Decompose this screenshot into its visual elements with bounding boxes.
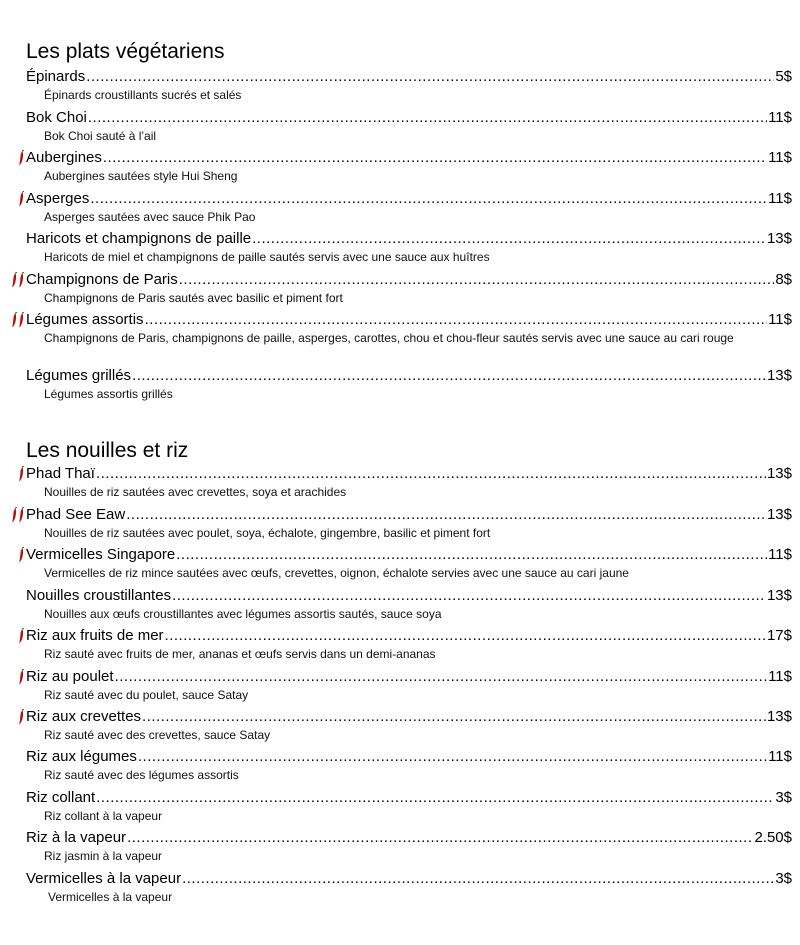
chili-pepper-icon bbox=[18, 547, 25, 563]
menu-item-price: 13$ bbox=[766, 587, 792, 604]
menu-item-line bbox=[26, 505, 792, 525]
dot-leader bbox=[88, 108, 767, 128]
menu-item-line bbox=[26, 108, 792, 128]
spicy-indicator bbox=[11, 312, 25, 330]
dot-leader bbox=[96, 464, 766, 484]
dot-leader bbox=[165, 626, 766, 646]
menu-item-name: Asperges bbox=[26, 190, 90, 207]
dot-leader bbox=[172, 586, 766, 606]
menu-item-description: Nouilles aux œufs croustillantes avec légumes assortis sautés, sauce soya bbox=[44, 607, 442, 621]
spicy-indicator bbox=[11, 272, 25, 290]
dot-leader bbox=[127, 828, 753, 848]
menu-item-name: Riz à la vapeur bbox=[26, 829, 127, 846]
dot-leader bbox=[176, 545, 767, 565]
chili-pepper-icon bbox=[18, 312, 25, 328]
chili-pepper-icon bbox=[11, 312, 18, 328]
dot-leader bbox=[182, 869, 774, 889]
dot-leader bbox=[96, 788, 774, 808]
menu-item-price: 11$ bbox=[768, 546, 792, 563]
menu-item-description: Riz jasmin à la vapeur bbox=[44, 849, 163, 863]
section-title: Les plats végétariens bbox=[26, 40, 225, 63]
menu-item-name: Riz aux fruits de mer bbox=[26, 627, 164, 644]
menu-item-price: 17$ bbox=[766, 627, 792, 644]
menu-item-description: Bok Choi sauté à l’ail bbox=[44, 129, 157, 143]
menu-item-line bbox=[26, 148, 792, 168]
dot-leader bbox=[145, 310, 768, 330]
menu-item-name: Épinards bbox=[26, 68, 86, 85]
menu-item-price: 13$ bbox=[766, 367, 792, 384]
menu-item-price: 13$ bbox=[766, 230, 792, 247]
menu-item-description: Champignons de Paris sautés avec basilic et piment fort bbox=[44, 291, 343, 305]
menu-item-price: 11$ bbox=[768, 190, 792, 207]
menu-item-description: Vermicelles à la vapeur bbox=[48, 890, 173, 904]
dot-leader bbox=[90, 189, 767, 209]
menu-item-description: Nouilles de riz sautées avec poulet, soya, échalote, gingembre, basilic et piment fort bbox=[44, 526, 491, 540]
menu-item-description: Asperges sautées avec sauce Phik Pao bbox=[44, 210, 256, 224]
menu-item-description: Haricots de miel et champignons de paille sautés servis avec une sauce aux huîtres bbox=[44, 250, 490, 264]
menu-item-name: Légumes assortis bbox=[26, 311, 144, 328]
menu-item-price: 13$ bbox=[766, 708, 792, 725]
menu-item-line bbox=[26, 788, 792, 808]
spicy-indicator bbox=[18, 709, 25, 727]
menu-item-line bbox=[26, 586, 792, 606]
dot-leader bbox=[252, 229, 766, 249]
menu-item-line bbox=[26, 229, 792, 249]
chili-pepper-icon bbox=[18, 628, 25, 644]
menu-item-name: Nouilles croustillantes bbox=[26, 587, 172, 604]
menu-item-line bbox=[26, 464, 792, 484]
menu-item-description: Vermicelles de riz mince sautées avec œufs, crevettes, oignon, échalote servies avec une sauce au cari jaune bbox=[44, 566, 629, 580]
spicy-indicator bbox=[18, 547, 25, 565]
spicy-indicator bbox=[18, 669, 25, 687]
menu-item-line bbox=[26, 545, 792, 565]
menu-item-line bbox=[26, 626, 792, 646]
dot-leader bbox=[126, 505, 766, 525]
section-title: Les nouilles et riz bbox=[26, 439, 189, 462]
menu-item-description: Aubergines sautées style Hui Sheng bbox=[44, 169, 238, 183]
spicy-indicator bbox=[18, 150, 25, 168]
menu-item-name: Champignons de Paris bbox=[26, 271, 178, 288]
dot-leader bbox=[115, 667, 768, 687]
menu-item-price: 11$ bbox=[768, 668, 792, 685]
menu-item-name: Légumes grillés bbox=[26, 367, 132, 384]
dot-leader bbox=[86, 67, 774, 87]
dot-leader bbox=[179, 270, 775, 290]
menu-item-name: Riz aux légumes bbox=[26, 748, 137, 765]
menu-item-name: Riz au poulet bbox=[26, 668, 114, 685]
chili-pepper-icon bbox=[18, 669, 25, 685]
dot-leader bbox=[138, 747, 767, 767]
menu-item-name: Phad See Eaw bbox=[26, 506, 126, 523]
menu-item-line bbox=[26, 189, 792, 209]
menu-item-description: Riz sauté avec des légumes assortis bbox=[44, 768, 239, 782]
menu-item-description: Riz sauté avec des crevettes, sauce Satay bbox=[44, 728, 271, 742]
menu-item-description: Nouilles de riz sautées avec crevettes, soya et arachides bbox=[44, 485, 347, 499]
menu-item-name: Riz collant bbox=[26, 789, 96, 806]
menu-item-description: Riz sauté avec du poulet, sauce Satay bbox=[44, 688, 249, 702]
menu-item-description: Légumes assortis grillés bbox=[44, 387, 173, 401]
spicy-indicator bbox=[18, 466, 25, 484]
menu-item-price: 11$ bbox=[768, 311, 792, 328]
menu-item-line bbox=[26, 310, 792, 330]
menu-item-price: 8$ bbox=[775, 271, 792, 288]
spicy-indicator bbox=[11, 507, 25, 525]
chili-pepper-icon bbox=[18, 191, 25, 207]
menu-item-price: 11$ bbox=[768, 748, 792, 765]
chili-pepper-icon bbox=[18, 709, 25, 725]
menu-item-name: Haricots et champignons de paille bbox=[26, 230, 252, 247]
menu-item-name: Riz aux crevettes bbox=[26, 708, 142, 725]
menu-item-description: Riz collant à la vapeur bbox=[44, 809, 163, 823]
menu-item-name: Phad Thaï bbox=[26, 465, 95, 482]
spicy-indicator bbox=[18, 628, 25, 646]
menu-item-price: 2.50$ bbox=[754, 829, 792, 846]
menu-item-description: Épinards croustillants sucrés et salés bbox=[44, 88, 242, 102]
chili-pepper-icon bbox=[11, 507, 18, 523]
menu-item-line bbox=[26, 747, 792, 767]
menu-item-line bbox=[26, 366, 792, 386]
spicy-indicator bbox=[18, 191, 25, 209]
menu-item-price: 5$ bbox=[775, 68, 792, 85]
dot-leader bbox=[142, 707, 766, 727]
chili-pepper-icon bbox=[11, 272, 18, 288]
menu-item-name: Vermicelles Singapore bbox=[26, 546, 176, 563]
menu-item-name: Vermicelles à la vapeur bbox=[26, 870, 182, 887]
chili-pepper-icon bbox=[18, 150, 25, 166]
menu-item-description: Riz sauté avec fruits de mer, ananas et œufs servis dans un demi-ananas bbox=[44, 647, 436, 661]
menu-item-description: Champignons de Paris, champignons de paille, asperges, carottes, chou et chou-fleur sautés servis avec une sauce au cari rouge bbox=[44, 331, 734, 345]
chili-pepper-icon bbox=[18, 272, 25, 288]
menu-item-price: 3$ bbox=[775, 870, 792, 887]
menu-item-price: 11$ bbox=[768, 149, 792, 166]
menu-item-price: 3$ bbox=[775, 789, 792, 806]
menu-item-price: 11$ bbox=[768, 109, 792, 126]
menu-item-name: Bok Choi bbox=[26, 109, 87, 126]
menu-item-price: 13$ bbox=[766, 465, 792, 482]
menu-item-line bbox=[26, 828, 792, 848]
chili-pepper-icon bbox=[18, 507, 25, 523]
menu-item-line bbox=[26, 667, 792, 687]
menu-item-line bbox=[26, 707, 792, 727]
dot-leader bbox=[132, 366, 766, 386]
chili-pepper-icon bbox=[18, 466, 25, 482]
dot-leader bbox=[103, 148, 767, 168]
menu-item-line bbox=[26, 67, 792, 87]
menu-item-price: 13$ bbox=[766, 506, 792, 523]
menu-item-name: Aubergines bbox=[26, 149, 102, 166]
menu-item-line bbox=[26, 869, 792, 889]
menu-item-line bbox=[26, 270, 792, 290]
